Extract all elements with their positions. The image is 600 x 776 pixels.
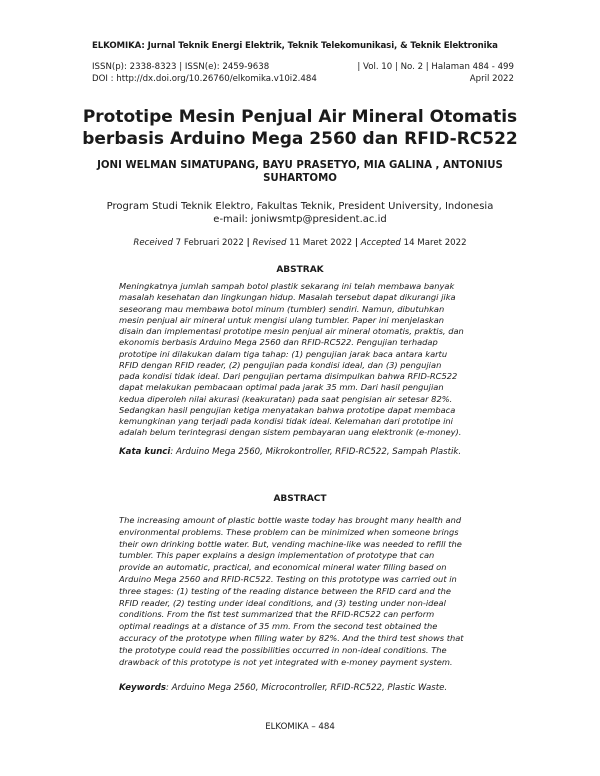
submission-dates <box>80 238 520 248</box>
doi-line: DOI : http://dx.doi.org/10.26760/elkomika.v10i2.484 <box>92 74 317 84</box>
keywords <box>119 683 489 693</box>
accepted-date: 14 Maret 2022 <box>403 238 467 248</box>
issue-date: April 2022 <box>469 74 514 84</box>
title-line-1: Prototipe Mesin Penjual Air Mineral Otomatis <box>82 107 518 127</box>
abstract-line: accuracy of the prototype when filling water by 82%. And the third test shows that <box>119 632 464 643</box>
revised-date: 11 Maret 2022 <box>289 238 353 248</box>
paper-title <box>60 106 540 150</box>
kata-kunci-label: Kata kunci <box>119 447 171 457</box>
abstract-line: environmental problems. These problem can be minimized when someone brings <box>119 526 459 537</box>
abstrak-line: Meningkatnya jumlah sampah botol plastik sekarang ini telah membawa banyak <box>119 281 455 291</box>
abstract-body <box>119 515 481 668</box>
authors-line-1: JONI WELMAN SIMATUPANG, BAYU PRASETYO, MIA GALINA , ANTONIUS <box>97 160 503 171</box>
abstract-line: their own drinking bottle water. But, vending machine-like was needed to refill the <box>119 538 462 549</box>
abstrak-heading: ABSTRAK <box>276 265 324 275</box>
email-line: e-mail: joniwsmtp@president.ac.id <box>213 214 387 225</box>
received-date: 7 Februari 2022 <box>175 238 244 248</box>
publication-identifiers <box>92 61 317 85</box>
abstract-heading: ABSTRACT <box>273 494 327 504</box>
abstract-line: drawback of this prototype is not yet integrated with e-money payment system. <box>119 656 453 667</box>
keywords-values: : Arduino Mega 2560, Microcontroller, RFID-RC522, Plastic Waste. <box>165 683 448 693</box>
abstrak-line: prototipe ini dilakukan dalam tiga tahap: (1) pengujian jarak baca antara kartu <box>119 348 448 359</box>
keywords-label: Keywords <box>119 683 166 693</box>
abstract-line: RFID reader, (2) testing under ideal conditions, and (3) testing under non-ideal <box>119 597 446 608</box>
revised-label: Revised <box>252 238 287 248</box>
abstrak-line: disain dan implementasi prototipe mesin penjual air mineral otomatis, praktis, dan <box>119 326 464 336</box>
abstrak-line: kedua diperoleh nilai akurasi (keakuratan) pada saat pengisian air setesar 82%. <box>119 393 453 404</box>
received-label: Received <box>133 238 173 248</box>
kata-kunci-values: : Arduino Mega 2560, Mikrokontroller, RFID-RC522, Sampah Plastik. <box>170 447 462 457</box>
abstract-line: conditions. From the fist test summarized that the RFID-RC522 can perform <box>119 609 435 620</box>
affiliation <box>80 200 520 226</box>
abstrak-line: pada kondisi tidak ideal. Dari pengujian pertama disimpulkan bahwa RFID-RC522 <box>119 371 458 381</box>
abstrak-body <box>119 281 481 439</box>
abstrak-line: ekonomis berbasis Arduino Mega 2560 dan RFID-RC522. Pengujian terhadap <box>119 337 438 348</box>
abstrak-line: dapat melakukan pembacaan optimal pada jarak 35 mm. Dari hasil pengujian <box>119 382 444 393</box>
volume-info <box>357 61 514 85</box>
abstract-line: tumbler. This paper explains a design implementation of prototype that can <box>119 550 435 561</box>
abstract-line: provide an automatic, practical, and economical mineral water filling based on <box>119 562 447 573</box>
abstract-line: optimal readings at a distance of 35 mm. From the second test obtained the <box>119 621 438 632</box>
title-line-2: berbasis Arduino Mega 2560 dan RFID-RC522 <box>82 129 518 149</box>
authors-line-2: SUHARTOMO <box>263 173 337 184</box>
page-footer: ELKOMIKA – 484 <box>265 722 335 732</box>
date-separator: | <box>246 238 250 248</box>
abstrak-line: masalah kesehatan dan lingkungan hidup. Masalah tersebut dapat dikurangi jika <box>119 292 456 303</box>
date-separator: | <box>354 238 358 248</box>
abstrak-line: Sedangkan hasil pengujian ketiga menyatakan bahwa prototipe dapat membaca <box>119 404 456 415</box>
journal-name: ELKOMIKA: Jurnal Teknik Energi Elektrik, Teknik Telekomunikasi, & Teknik Elektronika <box>92 41 498 51</box>
abstrak-line: adalah belum terintegrasi dengan sistem pembayaran uang elektronik (e-money). <box>119 427 462 438</box>
abstract-line: The increasing amount of plastic bottle waste today has brought many health and <box>119 515 462 525</box>
abstrak-line: RFID dengan RFID reader, (2) pengujian pada kondisi ideal, dan (3) pengujian <box>119 359 442 370</box>
volume-line: | Vol. 10 | No. 2 | Halaman 484 - 499 <box>357 62 514 72</box>
abstrak-line: mesin penjual air mineral untuk mengisi ulang tumbler. Paper ini menjelaskan <box>119 314 445 325</box>
accepted-label: Accepted <box>360 238 401 248</box>
abstract-line: Arduino Mega 2560 and RFID-RC522. Testing on this prototype was carried out in <box>119 573 457 584</box>
abstract-line: three stages: (1) testing of the reading distance between the RFID card and the <box>119 585 451 596</box>
affiliation-line: Program Studi Teknik Elektro, Fakultas Teknik, President University, Indonesia <box>106 201 494 212</box>
abstrak-line: kemungkinan yang terjadi pada kondisi tidak ideal. Kelemahan dari prototipe ini <box>119 416 453 426</box>
kata-kunci <box>119 447 489 457</box>
issn-line: ISSN(p): 2338-8323 | ISSN(e): 2459-9638 <box>92 62 270 72</box>
author-list <box>80 159 520 185</box>
abstrak-line: seseorang mau membawa botol minum (tumbler) sendiri. Namun, dibutuhkan <box>119 303 445 314</box>
abstract-line: the prototype could read the possibilities occurred in non-ideal conditions. The <box>119 644 447 655</box>
